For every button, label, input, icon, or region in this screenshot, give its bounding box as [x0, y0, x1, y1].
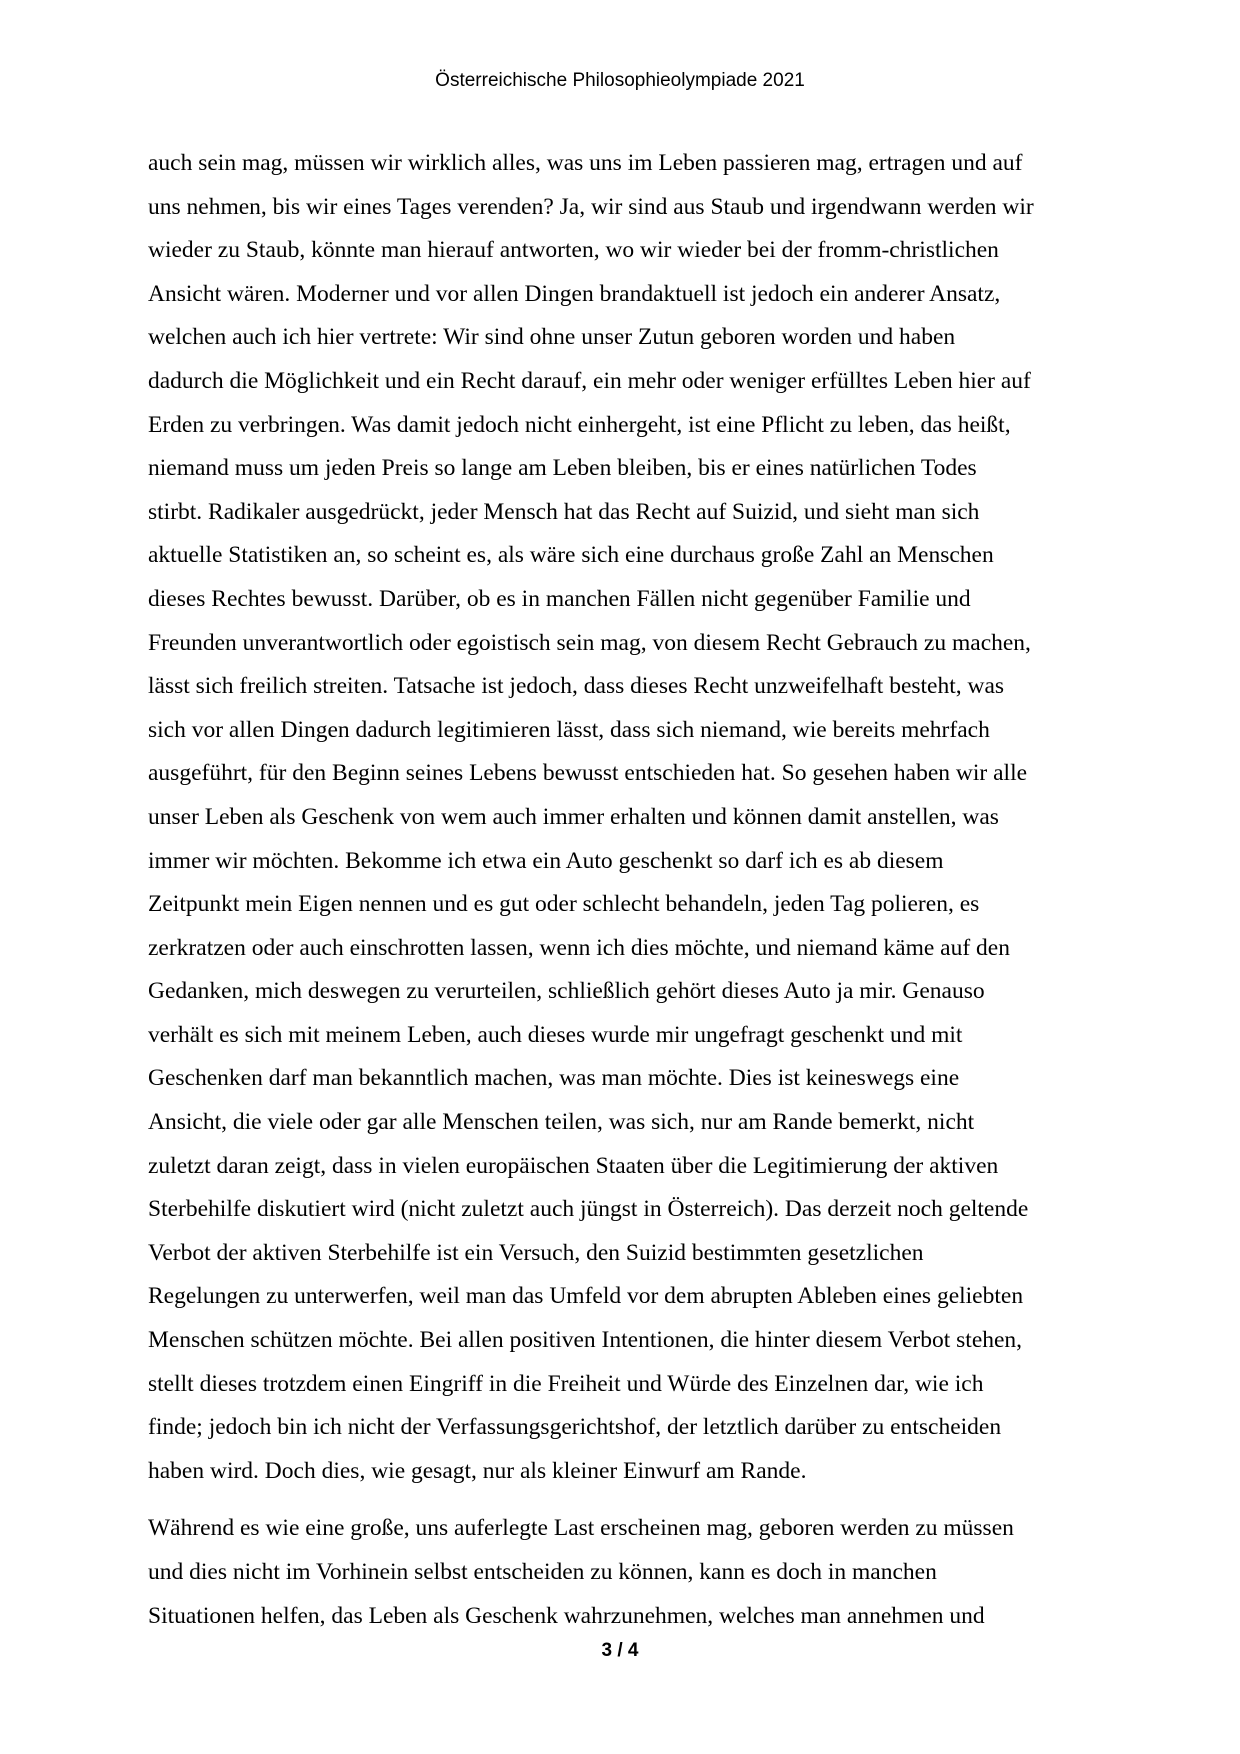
text-line: immer wir möchten. Bekomme ich etwa ein Auto geschenkt so darf ich es ab diesem	[148, 847, 944, 874]
text-line: Gedanken, mich deswegen zu verurteilen, schließlich gehört dieses Auto ja mir. Genauso	[148, 978, 985, 1005]
paragraph-2	[148, 1507, 1098, 1638]
text-line: unser Leben als Geschenk von wem auch immer erhalten und können damit anstellen, was	[148, 803, 999, 830]
text-line: uns nehmen, bis wir eines Tages verenden? Ja, wir sind aus Staub und irgendwann werden wir	[148, 193, 1034, 220]
text-line: Während es wie eine große, uns auferlegte Last erscheinen mag, geboren werden zu müssen	[148, 1515, 1014, 1542]
text-line: sich vor allen Dingen dadurch legitimieren lässt, dass sich niemand, wie bereits mehrfach	[148, 716, 990, 743]
text-line: verhält es sich mit meinem Leben, auch dieses wurde mir ungefragt geschenkt und mit	[148, 1021, 963, 1048]
text-line: Situationen helfen, das Leben als Geschenk wahrzunehmen, welches man annehmen und	[148, 1602, 985, 1629]
text-line: aktuelle Statistiken an, so scheint es, als wäre sich eine durchaus große Zahl an Menschen	[148, 542, 994, 569]
text-line: Zeitpunkt mein Eigen nennen und es gut oder schlecht behandeln, jeden Tag polieren, es	[148, 891, 980, 918]
text-line: Regelungen zu unterwerfen, weil man das Umfeld vor dem abrupten Ableben eines geliebten	[148, 1283, 1024, 1310]
text-line: zuletzt daran zeigt, dass in vielen europäischen Staaten über die Legitimierung der aktiven	[148, 1152, 999, 1179]
text-line: Menschen schützen möchte. Bei allen positiven Intentionen, die hinter diesem Verbot stehen,	[148, 1327, 1023, 1354]
text-line: Erden zu verbringen. Was damit jedoch nicht einhergeht, ist eine Pflicht zu leben, das heißt,	[148, 411, 1011, 438]
text-line: zerkratzen oder auch einschrotten lassen, wenn ich dies möchte, und niemand käme auf den	[148, 934, 1010, 961]
text-line: Sterbehilfe diskutiert wird (nicht zuletzt auch jüngst in Österreich). Das derzeit noch geltende	[148, 1196, 1029, 1223]
text-line: dadurch die Möglichkeit und ein Recht darauf, ein mehr oder weniger erfülltes Leben hier auf	[148, 367, 1031, 394]
text-line: stellt dieses trotzdem einen Eingriff in die Freiheit und Würde des Einzelnen dar, wie ich	[148, 1370, 984, 1397]
text-line: welchen auch ich hier vertrete: Wir sind ohne unser Zutun geboren worden und haben	[148, 324, 956, 351]
text-line: auch sein mag, müssen wir wirklich alles, was uns im Leben passieren mag, ertragen und auf	[148, 150, 1023, 176]
page-header: Österreichische Philosophieolympiade 2021	[435, 70, 805, 91]
text-line: finde; jedoch bin ich nicht der Verfassungsgerichtshof, der letztlich darüber zu entscheiden	[148, 1414, 1002, 1441]
text-line: Freunden unverantwortlich oder egoistisch sein mag, von diesem Recht Gebrauch zu machen,	[148, 629, 1031, 656]
text-line: ausgeführt, für den Beginn seines Lebens bewusst entschieden hat. So gesehen haben wir alle	[148, 760, 1028, 787]
page-number: 3 / 4	[601, 1640, 639, 1661]
body-text	[148, 142, 1098, 1638]
text-line: Verbot der aktiven Sterbehilfe ist ein Versuch, den Suizid bestimmten gesetzlichen	[148, 1239, 924, 1266]
text-line: Ansicht wären. Moderner und vor allen Dingen brandaktuell ist jedoch ein anderer Ansatz,	[148, 280, 1001, 307]
text-line: und dies nicht im Vorhinein selbst entscheiden zu können, kann es doch in manchen	[148, 1559, 937, 1585]
text-line: wieder zu Staub, könnte man hierauf antworten, wo wir wieder bei der fromm-christlichen	[148, 237, 999, 264]
text-line: Geschenken darf man bekanntlich machen, was man möchte. Dies ist keineswegs eine	[148, 1065, 960, 1092]
text-line: stirbt. Radikaler ausgedrückt, jeder Mensch hat das Recht auf Suizid, und sieht man sich	[148, 498, 980, 525]
text-line: haben wird. Doch dies, wie gesagt, nur als kleiner Einwurf am Rande.	[148, 1457, 807, 1484]
text-line: Ansicht, die viele oder gar alle Menschen teilen, was sich, nur am Rande bemerkt, nicht	[148, 1109, 975, 1136]
text-line: dieses Rechtes bewusst. Darüber, ob es in manchen Fällen nicht gegenüber Familie und	[148, 585, 971, 612]
text-line: niemand muss um jeden Preis so lange am Leben bleiben, bis er eines natürlichen Todes	[148, 455, 977, 482]
paragraph-1	[148, 142, 1098, 1493]
text-line: lässt sich freilich streiten. Tatsache ist jedoch, dass dieses Recht unzweifelhaft besteht, was	[148, 673, 1005, 700]
